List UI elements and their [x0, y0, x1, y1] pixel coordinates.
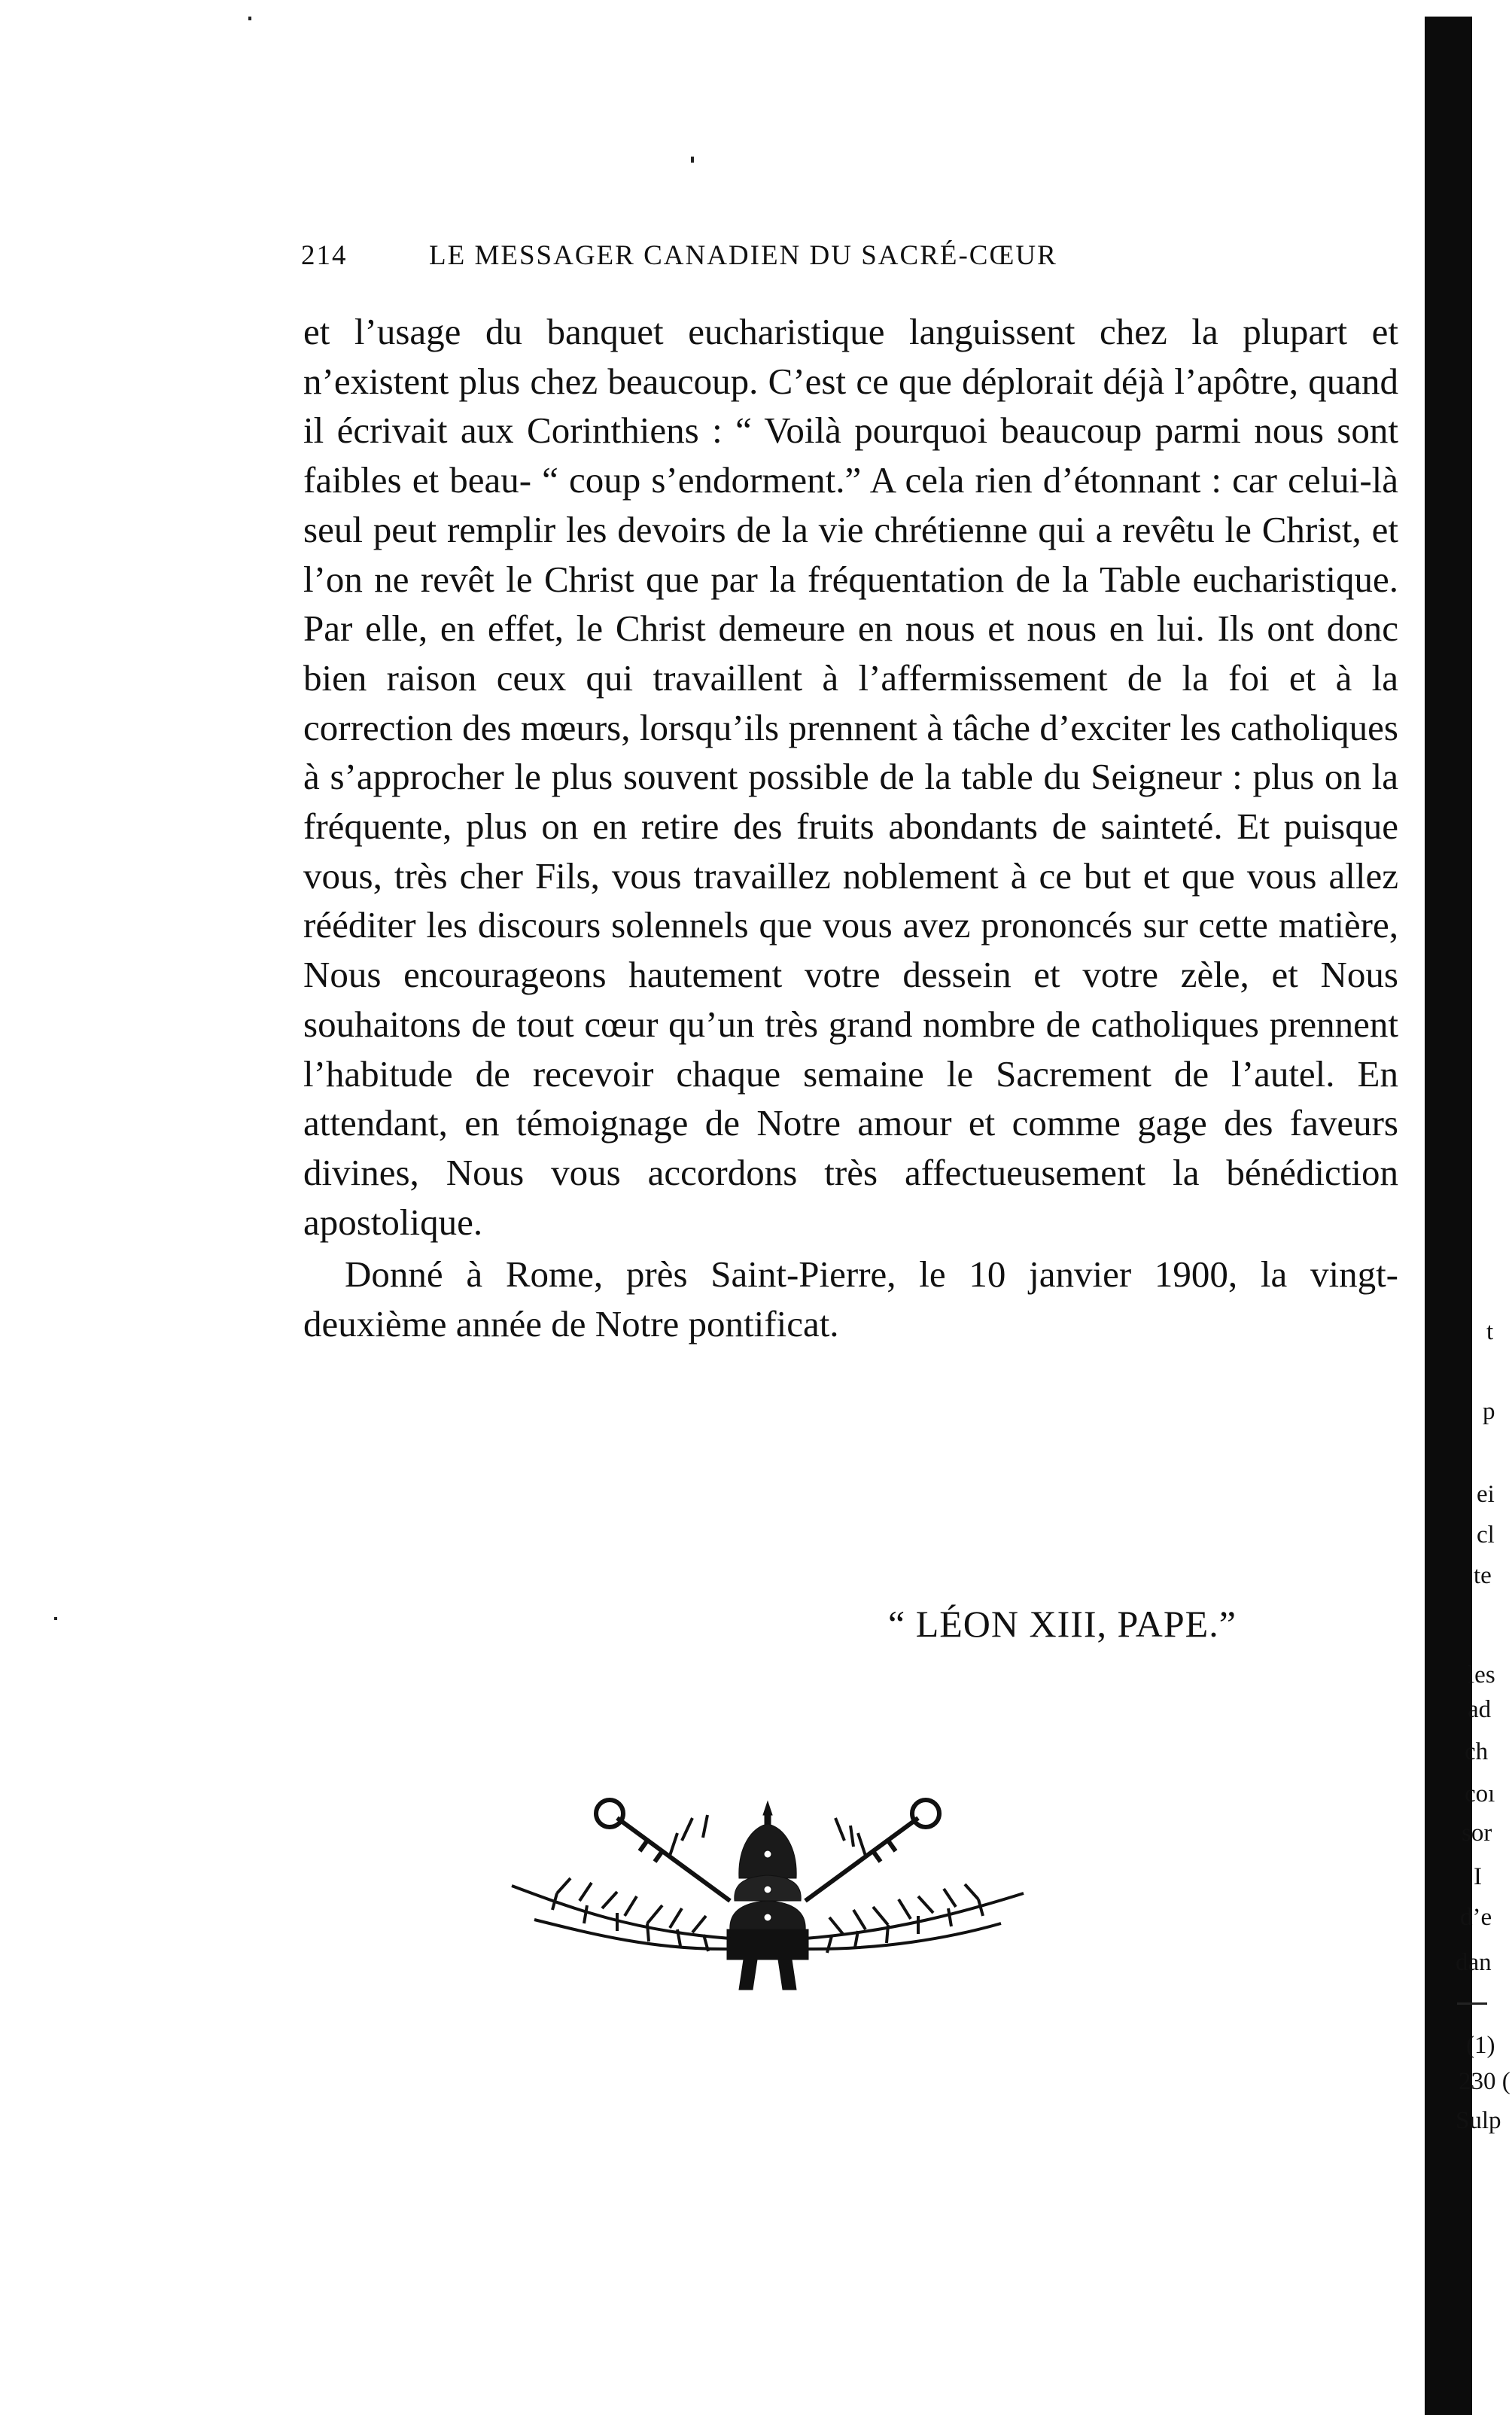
facing-page-fragment: coı — [1465, 1780, 1495, 1807]
running-header — [301, 239, 1249, 285]
facing-page-fragment: sor — [1462, 1820, 1492, 1847]
facing-page-fragment: p — [1483, 1398, 1495, 1425]
tiara-icon — [727, 1801, 808, 1990]
scan-speck — [691, 157, 694, 163]
facing-page-fragment: I — [1474, 1863, 1482, 1890]
facing-page-fragment: ch — [1465, 1738, 1489, 1765]
page-number: 214 — [301, 240, 348, 271]
facing-page-fragment: cl — [1477, 1521, 1495, 1549]
dateline-paragraph: Donné à Rome, près Saint-Pierre, le 10 janvier 1900, la vingt-deuxième année de Notre pontificat. — [303, 1253, 1398, 1345]
facing-page-fragment: 230 ( — [1459, 2068, 1510, 2095]
rule-fragment — [1457, 2002, 1487, 2005]
binding-gutter — [1425, 17, 1472, 2415]
facing-page-fragment: les — [1468, 1661, 1495, 1689]
scan-speck — [248, 17, 251, 20]
facing-page-fragment: ad — [1468, 1696, 1492, 1723]
letter-body — [303, 307, 1398, 1349]
facing-page-fragment: t — [1486, 1318, 1494, 1345]
facing-page-fragment: (1) — [1466, 2032, 1495, 2059]
facing-page-fragment: ei — [1477, 1481, 1495, 1508]
running-title: LE MESSAGER CANADIEN DU SACRÉ-CŒUR — [429, 240, 1057, 271]
papal-signature: “ LÉON XIII, PAPE.” — [888, 1603, 1237, 1645]
facing-page-fragment: dan — [1456, 1949, 1492, 1976]
papal-tiara-keys-ornament — [504, 1788, 1031, 1999]
scan-speck — [54, 1617, 57, 1620]
body-paragraph: et l’usage du banquet eucharistique languissent chez la plupart et n’existent plus chez beaucoup. C’est ce que déplorait déjà l’apôtre, quand il écrivait aux Corinthiens : “ Voilà pourquoi beaucoup parmi nous sont faibles et beau- “ coup s’endorment.” A cela rien d’étonnant : car celui-là seul peut remplir les devoirs de la vie chrétienne qui a revêtu le Christ, et l’on ne revêt le Christ que par la fréquentation de la Table eucharistique. Par elle, en effet, le Christ demeure en nous et nous en lui. Ils ont donc bien raison ceux qui travaillent à l’affermissement de la foi et à la correction des mœurs, lorsqu’ils prennent à tâche d’exciter les catholiques à s’approcher le plus souvent possible de la table du Seigneur : plus on la fréquente, plus on en retire des fruits abondants de sainteté. Et puisque vous, très cher Fils, vous travaillez noblement à ce but et que vous allez rééditer les discours solennels que vous avez prononcés sur cette matière, Nous encourageons hautement votre dessein et votre zèle, et Nous souhaitons de tout cœur qu’un très grand nombre de catholiques prennent l’habitude de recevoir chaque semaine le Sacrement de l’autel. En attendant, en témoignage de Notre amour et comme gage des faveurs divines, Nous vous accordons très affectueusement la bénédiction apostolique. — [303, 311, 1398, 1243]
facing-page-fragment: te — [1474, 1562, 1492, 1589]
facing-page-fragment: d’e — [1460, 1904, 1492, 1931]
facing-page-fragment: Sulp — [1456, 2107, 1501, 2134]
